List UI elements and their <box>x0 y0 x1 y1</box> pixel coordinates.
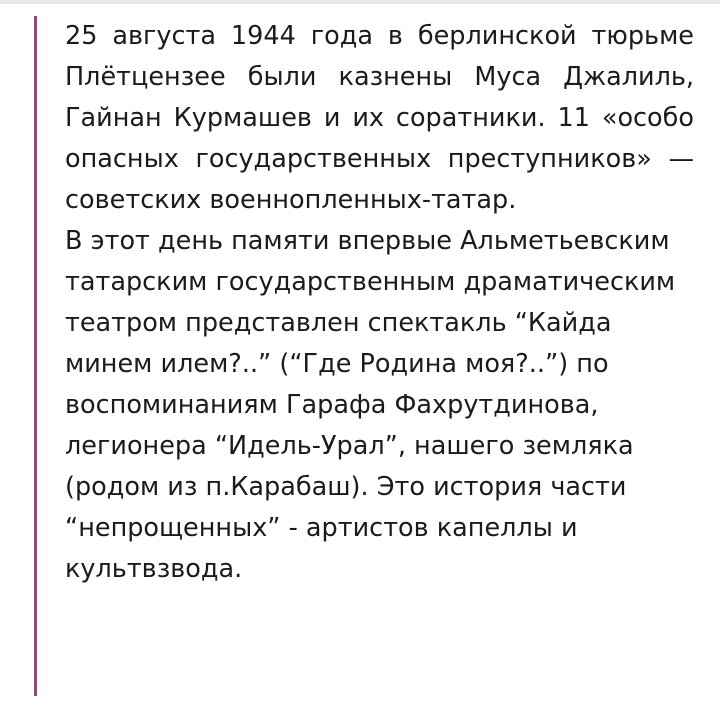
paragraph-2: В этот день памяти впервые Альметьевским татарским государственным драматическим театром представлен спектакль “Кайда минем илем?..” (“Где Родина моя?..”) по воспоминаниям Гарафа Фахрутдинова, легионера “Идель-Урал”, нашего земляка (родом из п.Карабаш). Это история части “непрощенных” - артистов капеллы и культвзвода. <box>65 226 676 584</box>
quote-block <box>0 16 720 712</box>
paragraph-1: 25 августа 1944 года в берлинской тюрьме Плётцензее были казнены Муса Джалиль, Гайнан Курмашев и их соратники. 11 «особо опасных государственных преступников» — советских военнопленных-татар. <box>65 21 694 215</box>
quote-text-column <box>37 16 720 712</box>
top-divider <box>0 0 720 4</box>
